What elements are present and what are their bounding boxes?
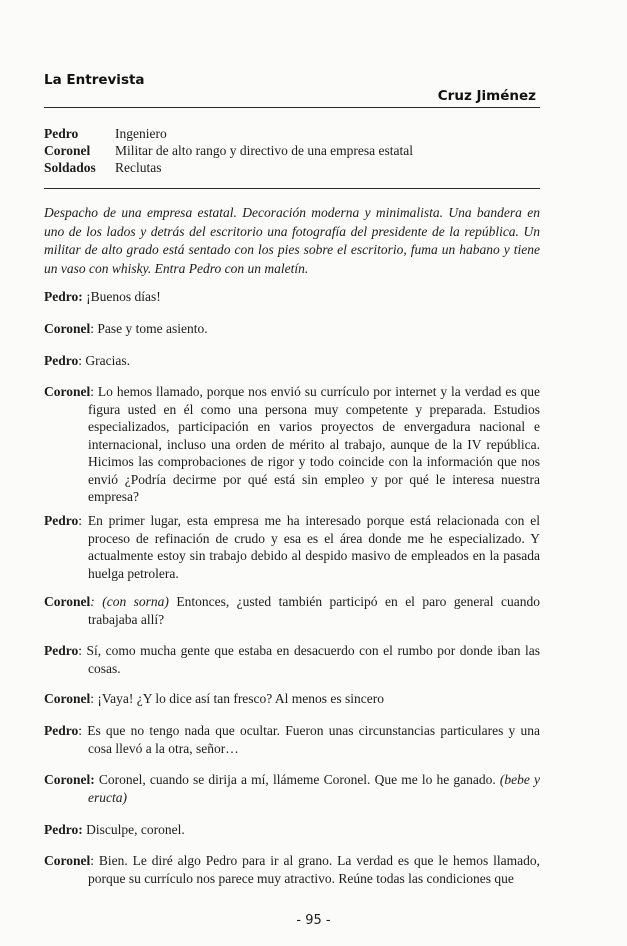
cast-entry xyxy=(44,125,413,142)
dialogue-text: : Sí, como mucha gente que estaba en desacuerdo con el rumbo por donde iban las cosas. xyxy=(78,643,540,676)
dialogue-line xyxy=(44,690,540,708)
speaker-name: Pedro xyxy=(44,513,79,528)
cast-name: Coronel xyxy=(44,143,91,158)
header-rule xyxy=(44,107,540,108)
speaker-name: Coronel xyxy=(44,853,91,868)
dialogue-text: ¡Buenos días! xyxy=(82,289,161,304)
dialogue-line xyxy=(44,320,540,338)
speaker-name: Pedro xyxy=(44,723,79,738)
speaker-name: Pedro: xyxy=(44,822,83,837)
speaker-name: Pedro: xyxy=(44,289,83,304)
cast-entry xyxy=(44,159,413,176)
cast-rule xyxy=(44,188,540,189)
cast-description: Ingeniero xyxy=(115,126,167,141)
dialogue-text: : Lo hemos llamado, porque nos envió su currículo por internet y la verdad es que figura usted en él como una persona muy competente y preparada. Estudios especializados, participación en varios proyectos de envergadura nacional e internacional, incluso una orden de mérito al trabajo, aunque de la IV república. Hicimos las comprobaciones de rigor y todo coincide con la información que nos envió ¿Podría decirme por qué está sin empleo y por qué le interesa nuestra empresa? xyxy=(88,384,540,504)
dialogue-text: : ¡Vaya! ¿Y lo dice así tan fresco? Al menos es sincero xyxy=(90,691,385,706)
speaker-name: Coronel xyxy=(44,594,91,609)
speaker-name: Coronel xyxy=(44,384,91,399)
page-number: - 95 - xyxy=(296,913,331,928)
cast-list xyxy=(44,125,413,176)
dialogue-line xyxy=(44,722,540,757)
dialogue-text: : Es que no tengo nada que ocultar. Fueron unas circunstancias particulares y una cosa llevó a la otra, señor… xyxy=(78,723,540,756)
cast-description: Reclutas xyxy=(115,160,162,175)
dialogue-line xyxy=(44,288,540,306)
dialogue-line xyxy=(44,593,540,628)
dialogue-line xyxy=(44,771,540,806)
cast-name: Pedro xyxy=(44,126,79,141)
cast-description: Militar de alto rango y directivo de una empresa estatal xyxy=(115,143,414,158)
dialogue-text: : Bien. Le diré algo Pedro para ir al grano. La verdad es que le hemos llamado, porque su currículo nos parece muy atractivo. Reúne todas las condiciones que xyxy=(88,853,540,886)
author-name: Cruz Jiménez xyxy=(437,88,536,104)
dialogue-text: : Gracias. xyxy=(78,353,130,368)
dialogue-line xyxy=(44,852,540,887)
dialogue-text: : En primer lugar, esta empresa me ha interesado porque está relacionada con el proceso de refinación de crudo y esa es el área donde me he especializado. Y actualmente estoy sin trabajo debido al despido masivo de empleados en la pasada huelga petrolera. xyxy=(78,513,540,581)
speaker-name: Coronel xyxy=(44,321,91,336)
stage-note-end: (bebe y eructa) xyxy=(88,772,540,805)
dialogue-text: Disculpe, coronel. xyxy=(82,822,185,837)
dialogue-text: : Pase y tome asiento. xyxy=(90,321,208,336)
play-title: La Entrevista xyxy=(44,72,145,88)
stage-note: : (con sorna) xyxy=(90,594,169,609)
speaker-name: Coronel xyxy=(44,691,91,706)
dialogue-line xyxy=(44,642,540,677)
dialogue-line xyxy=(44,383,540,506)
cast-name: Soldados xyxy=(44,160,96,175)
dialogue-text: Entonces, ¿usted también participó en el paro general cuando trabajaba allí? xyxy=(88,594,540,627)
dialogue-line xyxy=(44,821,540,839)
dialogue-text: Coronel, cuando se dirija a mí, llámeme Coronel. Que me lo he ganado. xyxy=(94,772,500,787)
dialogue-line xyxy=(44,352,540,370)
dialogue-line xyxy=(44,512,540,582)
cast-entry xyxy=(44,142,413,159)
speaker-name: Coronel: xyxy=(44,772,95,787)
speaker-name: Pedro xyxy=(44,353,79,368)
stage-direction: Despacho de una empresa estatal. Decoración moderna y minimalista. Una bandera en uno de los lados y detrás del escritorio una fotografía del presidente de la república. Un militar de alto grado está sentado con los pies sobre el escritorio, fuma un habano y tiene un vaso con whisky. Entra Pedro con un maletín. xyxy=(44,205,540,276)
speaker-name: Pedro xyxy=(44,643,79,658)
